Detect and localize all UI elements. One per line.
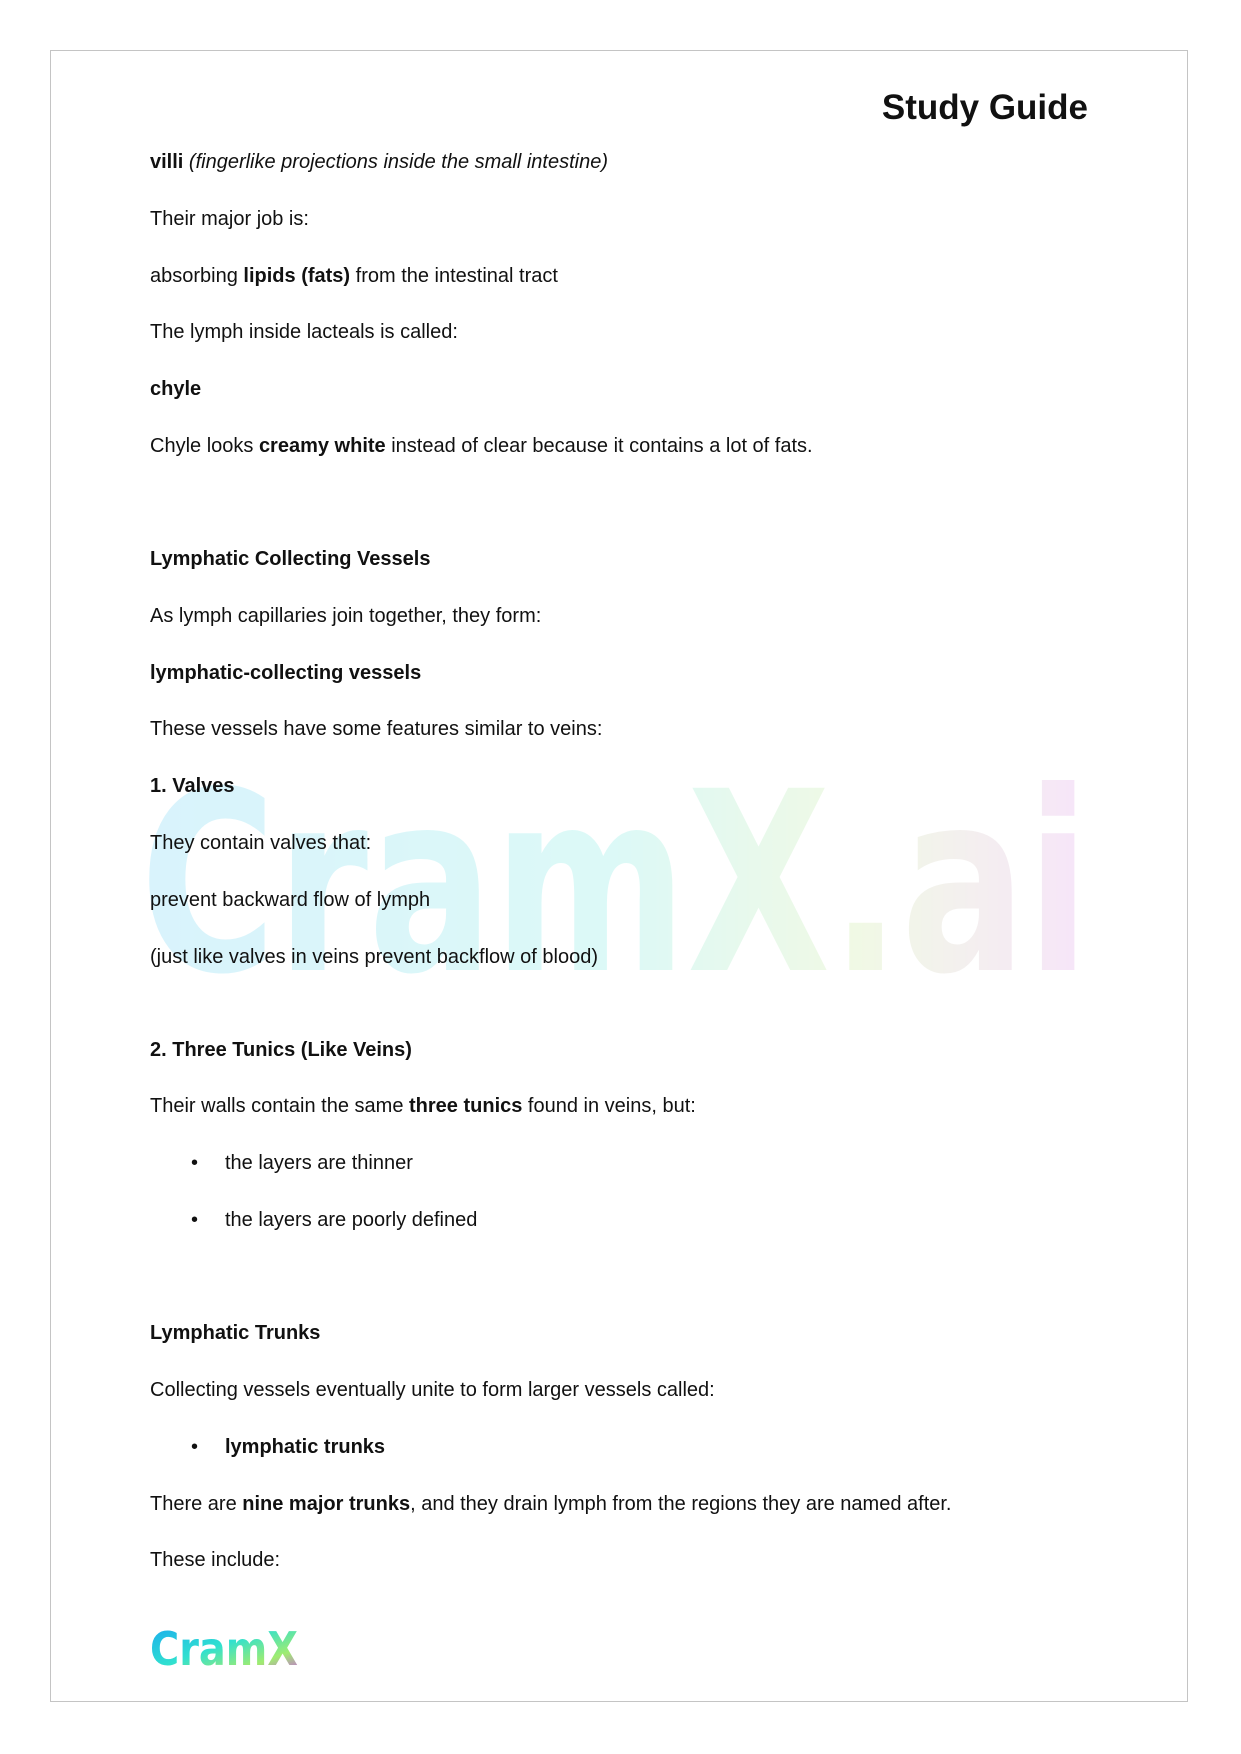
list-item: • the layers are poorly defined: [191, 1209, 478, 1231]
svg-text:CramX.ai: CramX.ai: [140, 738, 1090, 1029]
villi-line: villi (fingerlike projections inside the small intestine): [150, 151, 609, 173]
cramx-logo: [148, 1618, 300, 1674]
section-heading: Lymphatic Collecting Vessels: [150, 548, 431, 570]
svg-text:CramX: CramX: [150, 1622, 298, 1676]
term: chyle: [150, 378, 202, 400]
text-line: (just like valves in veins prevent backflow of blood): [150, 946, 598, 968]
text-line: There are nine major trunks, and they drain lymph from the regions they are named after.: [150, 1493, 952, 1515]
text-line: They contain valves that:: [150, 832, 372, 854]
term: lymphatic-collecting vessels: [150, 662, 422, 684]
text-line: These vessels have some features similar to veins:: [150, 718, 603, 740]
text-line: As lymph capillaries join together, they form:: [150, 605, 542, 627]
list-item: • lymphatic trunks: [191, 1436, 386, 1458]
text-line: Their major job is:: [150, 208, 309, 230]
subheading: 2. Three Tunics (Like Veins): [150, 1039, 412, 1061]
text-line: Chyle looks creamy white instead of clear because it contains a lot of fats.: [150, 435, 813, 457]
page-title: Study Guide: [881, 88, 1088, 127]
list-item: • the layers are thinner: [191, 1152, 413, 1174]
text-line: The lymph inside lacteals is called:: [150, 321, 458, 343]
text-line: Their walls contain the same three tunics found in veins, but:: [150, 1095, 696, 1117]
text-line: absorbing lipids (fats) from the intestinal tract: [150, 265, 558, 287]
text-line: prevent backward flow of lymph: [150, 889, 431, 911]
text-line: These include:: [150, 1549, 281, 1571]
text-line: Collecting vessels eventually unite to form larger vessels called:: [150, 1379, 715, 1401]
subheading: 1. Valves: [150, 775, 235, 797]
section-heading: Lymphatic Trunks: [150, 1322, 321, 1344]
